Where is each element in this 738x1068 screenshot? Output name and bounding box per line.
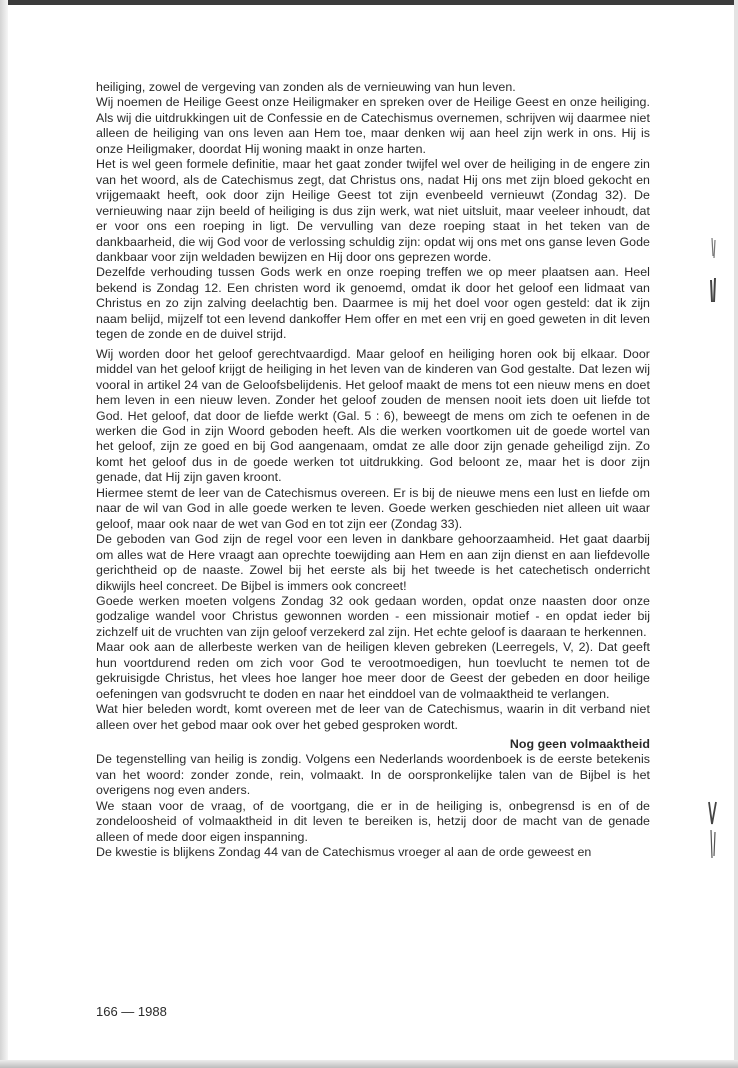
scan-right-edge (734, 0, 738, 1068)
scan-top-border (0, 0, 738, 5)
paragraph: De tegenstelling van heilig is zondig. Volgens een Nederlands woordenboek is de eerste betekenis van het woord: zonder zonde, rein, volmaakt. In de oorspronkelijke talen van de Bijbel is het overigens nog even anders. (96, 752, 650, 798)
paragraph: Het is wel geen formele definitie, maar het gaat zonder twijfel wel over de heiliging in de engere zin van het woord, als de Catechismus zegt, dat Christus ons, nadat Hij ons met zijn bloed gekocht en vrijgemaakt heeft, ook door zijn Heilige Geest tot zijn evenbeeld vernieuwt (Zondag 32). De vernieuwing naar zijn beeld of heiliging is dus zijn werk, wat niet uitsluit, maar veeleer inhoudt, dat er voor ons een roeping in ligt. De vervulling van deze roeping staat in het teken van de dankbaarheid, die wij God voor de verlossing schuldig zijn: opdat wij ons met ons ganse leven Gode dankbaar voor zijn weldaden bewijzen en Hij door ons geprezen worde. (96, 157, 650, 264)
scan-bottom-edge (0, 1060, 738, 1068)
paragraph: Dezelfde verhouding tussen Gods werk en onze roeping treffen we op meer plaatsen aan. Heel bekend is Zondag 12. Een christen word ik genoemd, omdat ik door het geloof een lidmaat van Christus en zo zijn zalving deelachtig ben. Daarmee is mij het doel voor ogen gesteld: dat ik zijn naam belijd, mijzelf tot een levend dankoffer Hem offer en met een vrij en goed geweten in dit leven tegen de zonde en de duivel strijd. (96, 265, 650, 342)
paragraph: Hiermee stemt de leer van de Catechismus overeen. Er is bij de nieuwe mens een lust en liefde om naar de wil van God in alle goede werken te leven. Goede werken geschieden niet alleen uit waar geloof, maar ook naar de wet van God en tot zijn eer (Zondag 33). (96, 485, 650, 531)
section-heading: Nog geen volmaaktheid (509, 737, 650, 752)
scan-left-edge (0, 0, 8, 1068)
paragraph: De kwestie is blijkens Zondag 44 van de Catechismus vroeger al aan de orde geweest en (96, 845, 592, 860)
paragraph: De geboden van God zijn de regel voor een leven in dankbare gehoorzaamheid. Het gaat daarbij om alles wat de Here vraagt aan oprechte toewijding aan Hem en aan zijn dienst en aan liefdevolle gerichtheid op de naaste. Zowel bij het eerste als bij het tweede is het catechetisch onderricht dikwijls heel concreet. De Bijbel is immers ook concreet! (96, 532, 650, 593)
margin-scan-mark (706, 236, 720, 304)
paragraph: Wat hier beleden wordt, komt overeen met de leer van de Catechismus, waarin in dit verband niet alleen over het gebod maar ook over het gebed gesproken wordt. (96, 702, 650, 732)
article-body (96, 80, 650, 861)
paragraph: We staan voor de vraag, of de voortgang, die er in de heiliging is, onbegrensd is en of de zondeloosheid of volmaaktheid in dit leven te bereiken is, hetzij door de macht van de genade alleen of mede door eigen inspanning. (96, 798, 650, 844)
paragraph: Maar ook aan de allerbeste werken van de heiligen kleven gebreken (Leerregels, V, 2). Dat geeft hun voortdurend reden om zich voor God te verootmoedigen, hun toevlucht te nemen tot de gekruisigde Christus, het vlees hoe langer hoe meer door de Geest der gebeden en door heilige oefeningen van godsvrucht te doden en naar het einddoel van de volmaaktheid te verlangen. (96, 640, 650, 701)
margin-scan-mark (706, 800, 720, 860)
paragraph: Goede werken moeten volgens Zondag 32 ook gedaan worden, opdat onze naasten door onze godzalige wandel voor Christus gewonnen worden - een missionair motief - en opdat ieder bij zichzelf uit de vruchten van zijn geloof verzekerd zal zijn. Het echte geloof is daaraan te herkennen. (96, 593, 650, 639)
paragraph: heiliging, zowel de vergeving van zonden als de vernieuwing van hun leven. (96, 80, 516, 94)
page-number: 166 — 1988 (96, 1004, 167, 1019)
paragraph: Wij noemen de Heilige Geest onze Heiligmaker en spreken over de Heilige Geest en onze heiliging. Als wij die uitdrukkingen uit de Confessie en de Catechismus overnemen, schrijven wij daarmee niet alleen de heiliging van ons leven aan Hem toe, maar denken wij aan heel zijn werk in ons. Hij is onze Heiligmaker, doordat Hij woning maakt in onze harten. (96, 95, 650, 156)
paragraph: Wij worden door het geloof gerechtvaardigd. Maar geloof en heiliging horen ook bij elkaar. Door middel van het geloof krijgt de heiliging in het leven van de kinderen van God gestalte. Dat lezen wij vooral in artikel 24 van de Geloofsbelijdenis. Het geloof maakt de mens tot een nieuw mens en doet hem leven in een nieuw leven. Zonder het geloof zouden de mensen nooit iets doen uit liefde tot God. Het geloof, dat door de liefde werkt (Gal. 5 : 6), beweegt de mens om zich te oefenen in de werken die God in zijn Woord geboden heeft. Als die werken voortkomen uit de goede wortel van het geloof, zijn ze goed en bij God aangenaam, omdat ze alle door zijn genade geheiligd zijn. Zo komt het geloof dus in de goede werken tot uitdrukking. God beloont ze, maar het is door zijn genade, dat Hij zijn gaven kroont. (96, 346, 650, 485)
